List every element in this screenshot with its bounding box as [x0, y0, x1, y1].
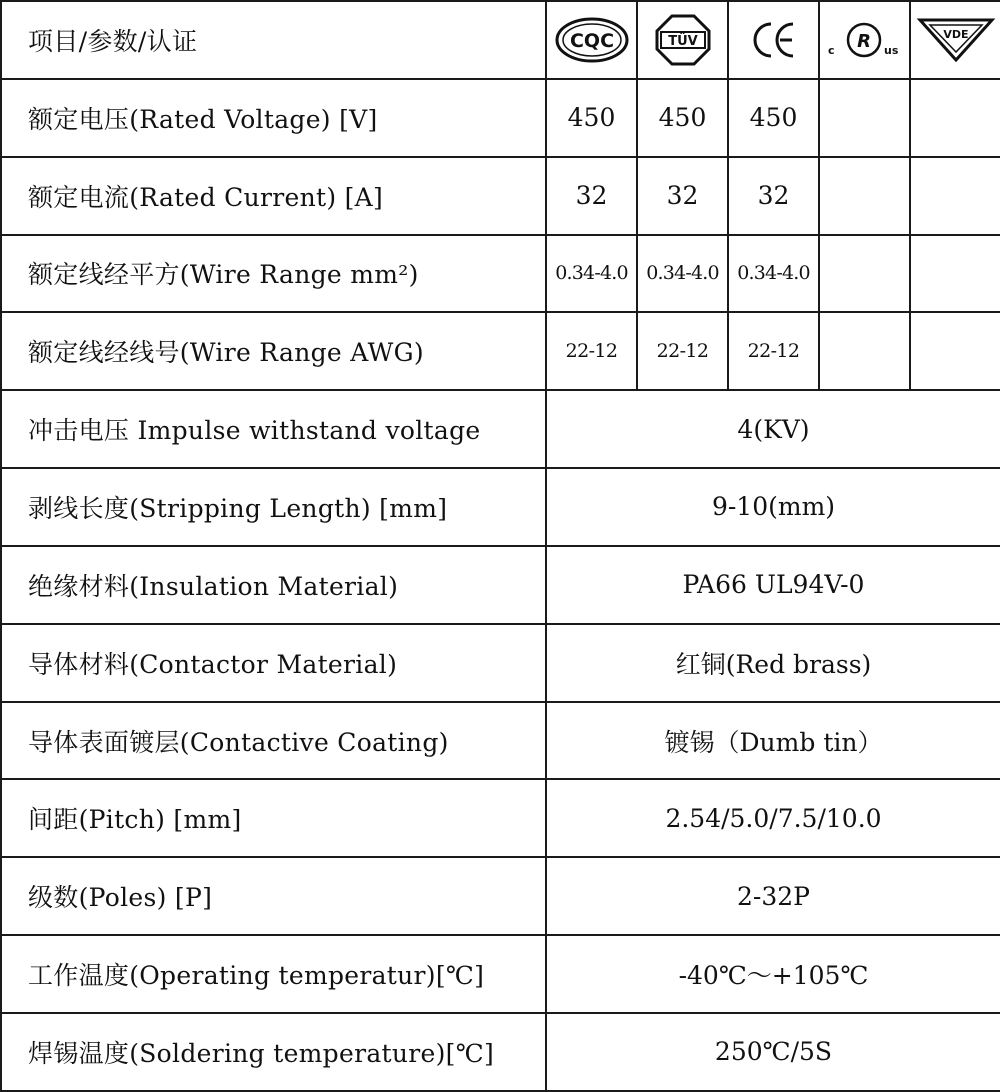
table-row: [1, 468, 1000, 546]
cul-us-logo-icon: [819, 1, 910, 79]
svg-text:us: us: [883, 43, 898, 57]
soldering-temperature-label: 焊锡温度(Soldering temperature)[℃]: [1, 1013, 546, 1091]
wire-range-awg-label: 额定线经线号(Wire Range AWG): [1, 312, 546, 390]
impulse-voltage-label: 冲击电压 Impulse withstand voltage: [1, 390, 546, 468]
ce-value: 450: [728, 79, 819, 157]
header-label: 项目/参数/认证: [1, 1, 546, 79]
ce-value: 32: [728, 157, 819, 235]
insulation-material-value: PA66 UL94V-0: [546, 546, 1000, 624]
cqc-logo-icon: [546, 1, 637, 79]
rated-current-label: 额定电流(Rated Current) [A]: [1, 157, 546, 235]
pitch-label: 间距(Pitch) [mm]: [1, 779, 546, 857]
vde-value: [910, 79, 1000, 157]
table-row: [1, 390, 1000, 468]
tuv-value: 450: [637, 79, 728, 157]
table-row: [1, 312, 1000, 390]
ce-value: 0.34-4.0: [728, 235, 819, 313]
contactive-coating-value: 镀锡（Dumb tin）: [546, 702, 1000, 780]
stripping-length-value: 9-10(mm): [546, 468, 1000, 546]
ul-value: [819, 312, 910, 390]
rated-voltage-label: 额定电压(Rated Voltage) [V]: [1, 79, 546, 157]
operating-temperature-value: -40℃～+105℃: [546, 935, 1000, 1013]
cqc-logo-text: CQC: [569, 29, 614, 52]
vde-logo-icon: [910, 1, 1000, 79]
table-row: [1, 779, 1000, 857]
pitch-value: 2.54/5.0/7.5/10.0: [546, 779, 1000, 857]
table-row: [1, 1013, 1000, 1091]
cqc-value: 0.34-4.0: [546, 235, 637, 313]
table-row: [1, 235, 1000, 313]
tuv-value: 22-12: [637, 312, 728, 390]
table-row: [1, 624, 1000, 702]
table-row: [1, 157, 1000, 235]
svg-text:c: c: [827, 43, 835, 57]
vde-value: [910, 157, 1000, 235]
ul-value: [819, 79, 910, 157]
soldering-temperature-value: 250℃/5S: [546, 1013, 1000, 1091]
svg-text:R: R: [856, 30, 871, 52]
header-row: [1, 1, 1000, 79]
vde-value: [910, 235, 1000, 313]
stripping-length-label: 剥线长度(Stripping Length) [mm]: [1, 468, 546, 546]
table-row: [1, 702, 1000, 780]
ce-logo-icon: [728, 1, 819, 79]
vde-logo-text: VDE: [942, 27, 969, 41]
table-row: [1, 79, 1000, 157]
tuv-logo-icon: [637, 1, 728, 79]
table-row: [1, 935, 1000, 1013]
table-row: [1, 857, 1000, 935]
cqc-value: 450: [546, 79, 637, 157]
cqc-value: 22-12: [546, 312, 637, 390]
impulse-voltage-value: 4(KV): [546, 390, 1000, 468]
poles-label: 级数(Poles) [P]: [1, 857, 546, 935]
ce-value: 22-12: [728, 312, 819, 390]
contactor-material-value: 红铜(Red brass): [546, 624, 1000, 702]
cqc-value: 32: [546, 157, 637, 235]
contactor-material-label: 导体材料(Contactor Material): [1, 624, 546, 702]
tuv-value: 0.34-4.0: [637, 235, 728, 313]
tuv-value: 32: [637, 157, 728, 235]
table-row: [1, 546, 1000, 624]
wire-range-mm2-label: 额定线经平方(Wire Range mm²): [1, 235, 546, 313]
poles-value: 2-32P: [546, 857, 1000, 935]
vde-value: [910, 312, 1000, 390]
insulation-material-label: 绝缘材料(Insulation Material): [1, 546, 546, 624]
operating-temperature-label: 工作温度(Operating temperatur)[℃]: [1, 935, 546, 1013]
contactive-coating-label: 导体表面镀层(Contactive Coating): [1, 702, 546, 780]
tuv-logo-text: TÜV: [667, 33, 698, 49]
ul-value: [819, 157, 910, 235]
ul-value: [819, 235, 910, 313]
